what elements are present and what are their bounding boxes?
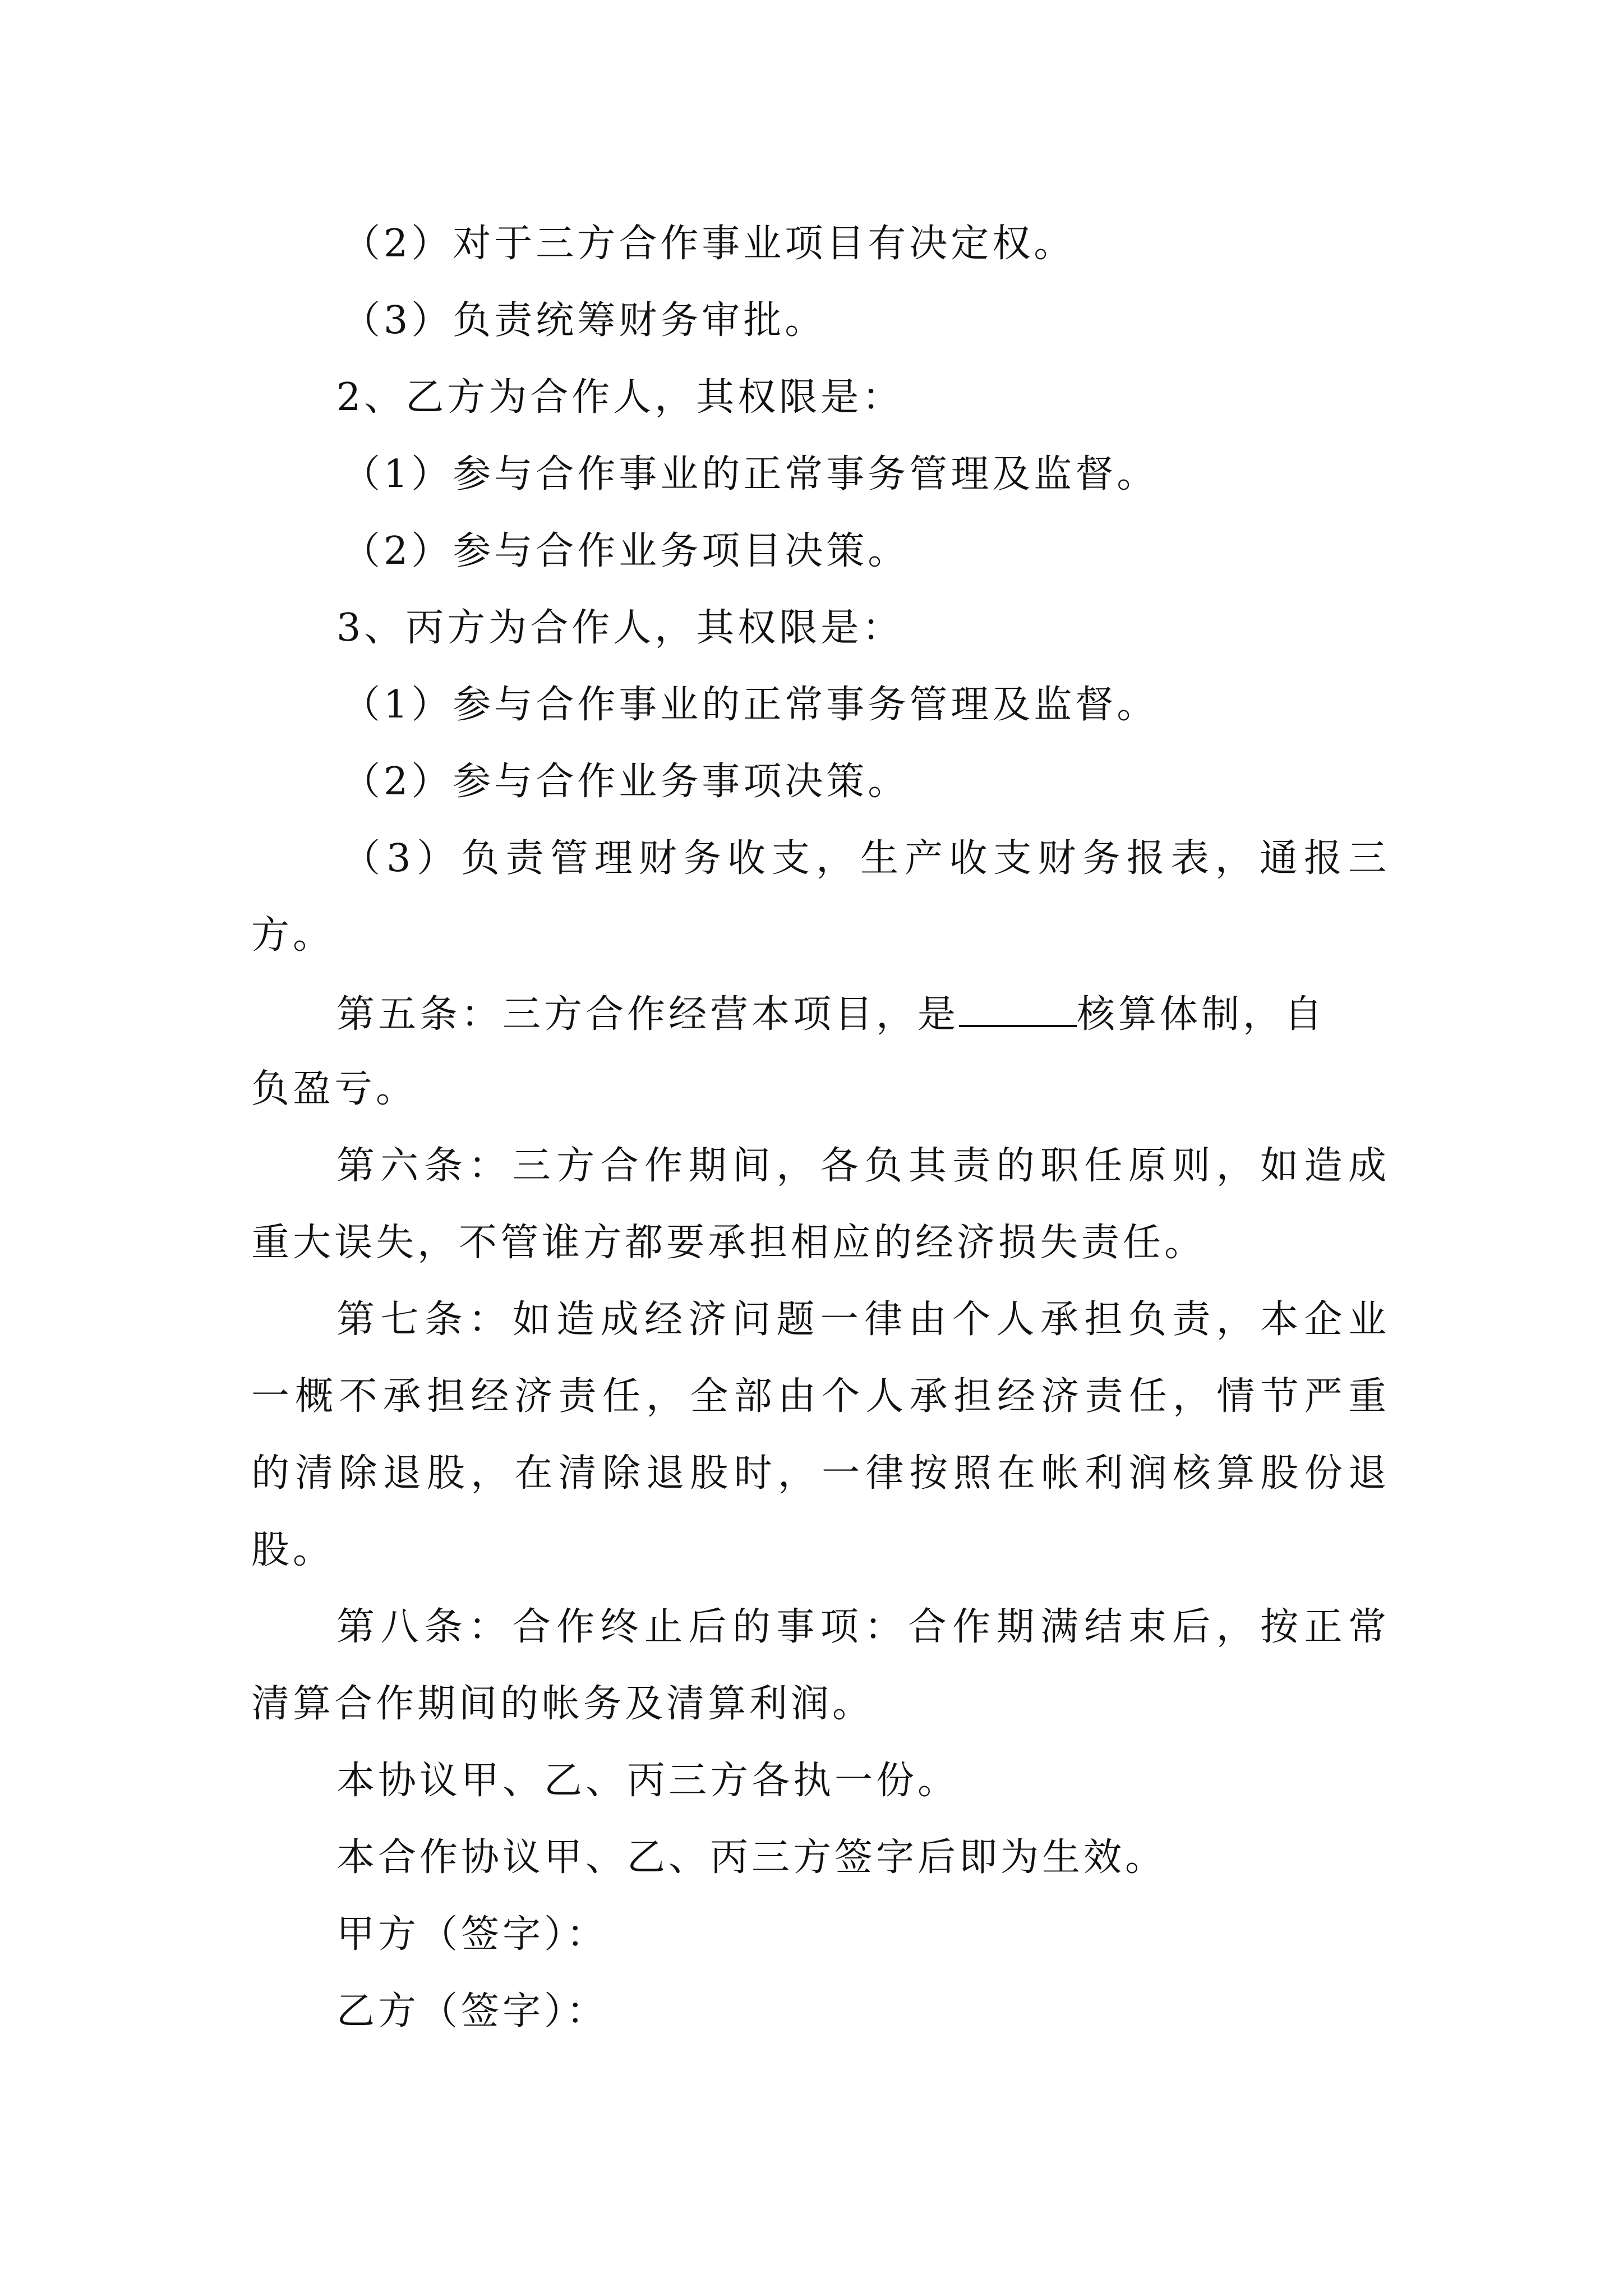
party-a-signature: 甲方（签字）：	[336, 1912, 608, 1957]
clause-4-1-item-2: （2）对于三方合作事业项目有决定权。	[342, 222, 1076, 266]
effective-statement: 本合作协议甲、乙、丙三方签字后即为生效。	[336, 1835, 1167, 1880]
clause-4-1-item-3: （3）负责统筹财务审批。	[342, 298, 827, 343]
clause-4-3-item-3-cont: 方。	[251, 913, 335, 958]
article-7-cont-2: 的清除退股，在清除退股时，一律按照在帐利润核算股份退	[251, 1451, 1390, 1496]
clause-4-3-item-2: （2）参与合作业务事项决策。	[342, 760, 910, 804]
article-5	[336, 990, 1390, 1037]
copies-statement: 本协议甲、乙、丙三方各执一份。	[336, 1759, 960, 1803]
article-6: 第六条：三方合作期间，各负其责的职任原则，如造成	[336, 1144, 1390, 1188]
clause-4-2-item-1: （1）参与合作事业的正常事务管理及监督。	[342, 452, 1159, 496]
clause-4-2-heading: 2、乙方为合作人，其权限是：	[336, 375, 904, 420]
article-7-cont-1: 一概不承担经济责任，全部由个人承担经济责任，情节严重	[251, 1374, 1390, 1419]
party-b-signature: 乙方（签字）：	[336, 1989, 608, 2033]
article-5-part-2: 核算体制，自	[1077, 992, 1326, 1037]
article-5-cont: 负盈亏。	[251, 1067, 418, 1111]
clause-4-3-heading: 3、丙方为合作人，其权限是：	[336, 606, 904, 650]
article-8: 第八条：合作终止后的事项：合作期满结束后，按正常	[336, 1605, 1390, 1649]
article-6-cont: 重大误失，不管谁方都要承担相应的经济损失责任。	[251, 1221, 1206, 1265]
article-7-cont-3: 股。	[251, 1528, 335, 1572]
clause-4-2-item-2: （2）参与合作业务项目决策。	[342, 529, 910, 573]
article-7: 第七条：如造成经济问题一律由个人承担负责，本企业	[336, 1297, 1390, 1342]
clause-4-3-item-1: （1）参与合作事业的正常事务管理及监督。	[342, 683, 1159, 727]
article-5-part-1: 第五条：三方合作经营本项目，是	[336, 992, 960, 1037]
article-8-cont: 清算合作期间的帐务及清算利润。	[251, 1682, 874, 1726]
clause-4-3-item-3: （3）负责管理财务收支，生产收支财务报表，通报三	[342, 836, 1390, 881]
fill-blank[interactable]	[959, 990, 1077, 1027]
